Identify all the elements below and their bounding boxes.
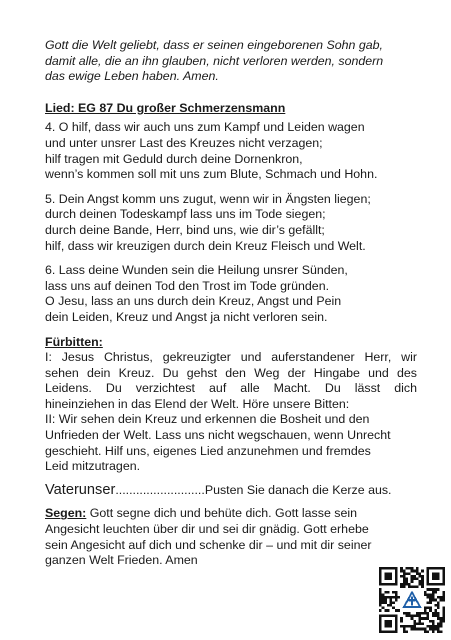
intro-line: das ewige Leben haben. Amen.: [45, 69, 219, 84]
prayer-line: I: Jesus Christus, gekreuzigter und auferstandener Herr, wir: [45, 350, 417, 365]
vaterunser-instruction: ..........................Pusten Sie danach die Kerze aus.: [115, 482, 392, 497]
prayer-line: hineinziehen in das Elend der Welt. Höre unsere Bitten:: [45, 396, 350, 411]
blessing-line: sein Angesicht auf dich und schenke dir – und mit dir seiner: [45, 537, 372, 552]
qr-code-icon[interactable]: [379, 567, 445, 633]
prayer-line: sehen dein Kreuz. Du gehst den Weg der Hingabe und des: [45, 365, 417, 380]
blessing-first-line: [45, 506, 417, 522]
prayers-heading: Fürbitten:: [45, 334, 103, 349]
intro-text: [45, 38, 417, 85]
verse-line: und unter unsrer Last des Kreuzes nicht verzagen;: [45, 135, 323, 150]
vaterunser-line: [45, 483, 417, 499]
blessing-line: Angesicht leuchten über dir und sei dir gnädig. Gott erhebe: [45, 522, 369, 537]
verse-line: dein Leiden, Kreuz und Angst ja nicht verloren sein.: [45, 309, 328, 324]
prayer-line: Leidens. Du verzichtest auf alle Macht. Du lässt dich: [45, 381, 417, 396]
verse-line: 6. Lass deine Wunden sein die Heilung unsrer Sünden,: [45, 263, 348, 278]
prayers-section: [45, 335, 417, 475]
verse-line: O Jesu, lass an uns durch dein Kreuz, Angst und Pein: [45, 294, 342, 309]
song-verse-4: [45, 120, 417, 182]
vaterunser-label: Vaterunser: [45, 481, 116, 498]
qr-finder-bottom-left: [379, 615, 397, 633]
song-verse-6: [45, 263, 417, 325]
blessing-text: Gott segne dich und behüte dich. Gott lasse sein: [86, 506, 358, 521]
song-verse-5: [45, 192, 417, 254]
blessing-line: ganzen Welt Frieden. Amen: [45, 553, 198, 568]
verse-line: 4. O hilf, dass wir auch uns zum Kampf und Leiden wagen: [45, 120, 365, 135]
document-page: [45, 38, 417, 569]
intro-line: damit alle, die an ihn glauben, nicht verloren werden, sondern: [45, 53, 384, 68]
blessing-section: [45, 506, 417, 568]
prayer-line: geschieht. Hilf uns, eigenes Lied anzunehmen und fremdes: [45, 443, 371, 458]
song-title: Lied: EG 87 Du großer Schmerzensmann: [45, 100, 286, 115]
verse-line: hilf, dass wir kreuzigen durch dein Kreuz Fleisch und Welt.: [45, 238, 366, 253]
prayer-line: II: Wir sehen dein Kreuz und erkennen die Bosheit und den: [45, 412, 370, 427]
verse-line: wenn’s kommen soll mit uns zum Blute, Schmach und Hohn.: [45, 167, 378, 182]
prayer-line: Unfrieden der Welt. Lass uns nicht wegschauen, wenn Unrecht: [45, 428, 391, 443]
prayer-line: Leid mitzutragen.: [45, 459, 141, 474]
verse-line: durch deine Bande, Herr, bind uns, wie dir’s gefällt;: [45, 222, 325, 237]
church-logo-icon: [403, 591, 421, 609]
blessing-label: Segen:: [45, 506, 87, 521]
qr-finder-top-right: [427, 567, 445, 585]
qr-finder-top-left: [379, 567, 397, 585]
intro-line: Gott die Welt geliebt, dass er seinen eingeborenen Sohn gab,: [45, 38, 383, 52]
verse-line: durch deinen Todeskampf lass uns im Tode siegen;: [45, 207, 326, 222]
verse-line: lass uns auf deinen Tod den Trost im Tode gründen.: [45, 278, 330, 293]
verse-line: 5. Dein Angst komm uns zugut, wenn wir in Ängsten liegen;: [45, 191, 371, 206]
verse-line: hilf tragen mit Geduld durch deine Dornenkron,: [45, 151, 303, 166]
